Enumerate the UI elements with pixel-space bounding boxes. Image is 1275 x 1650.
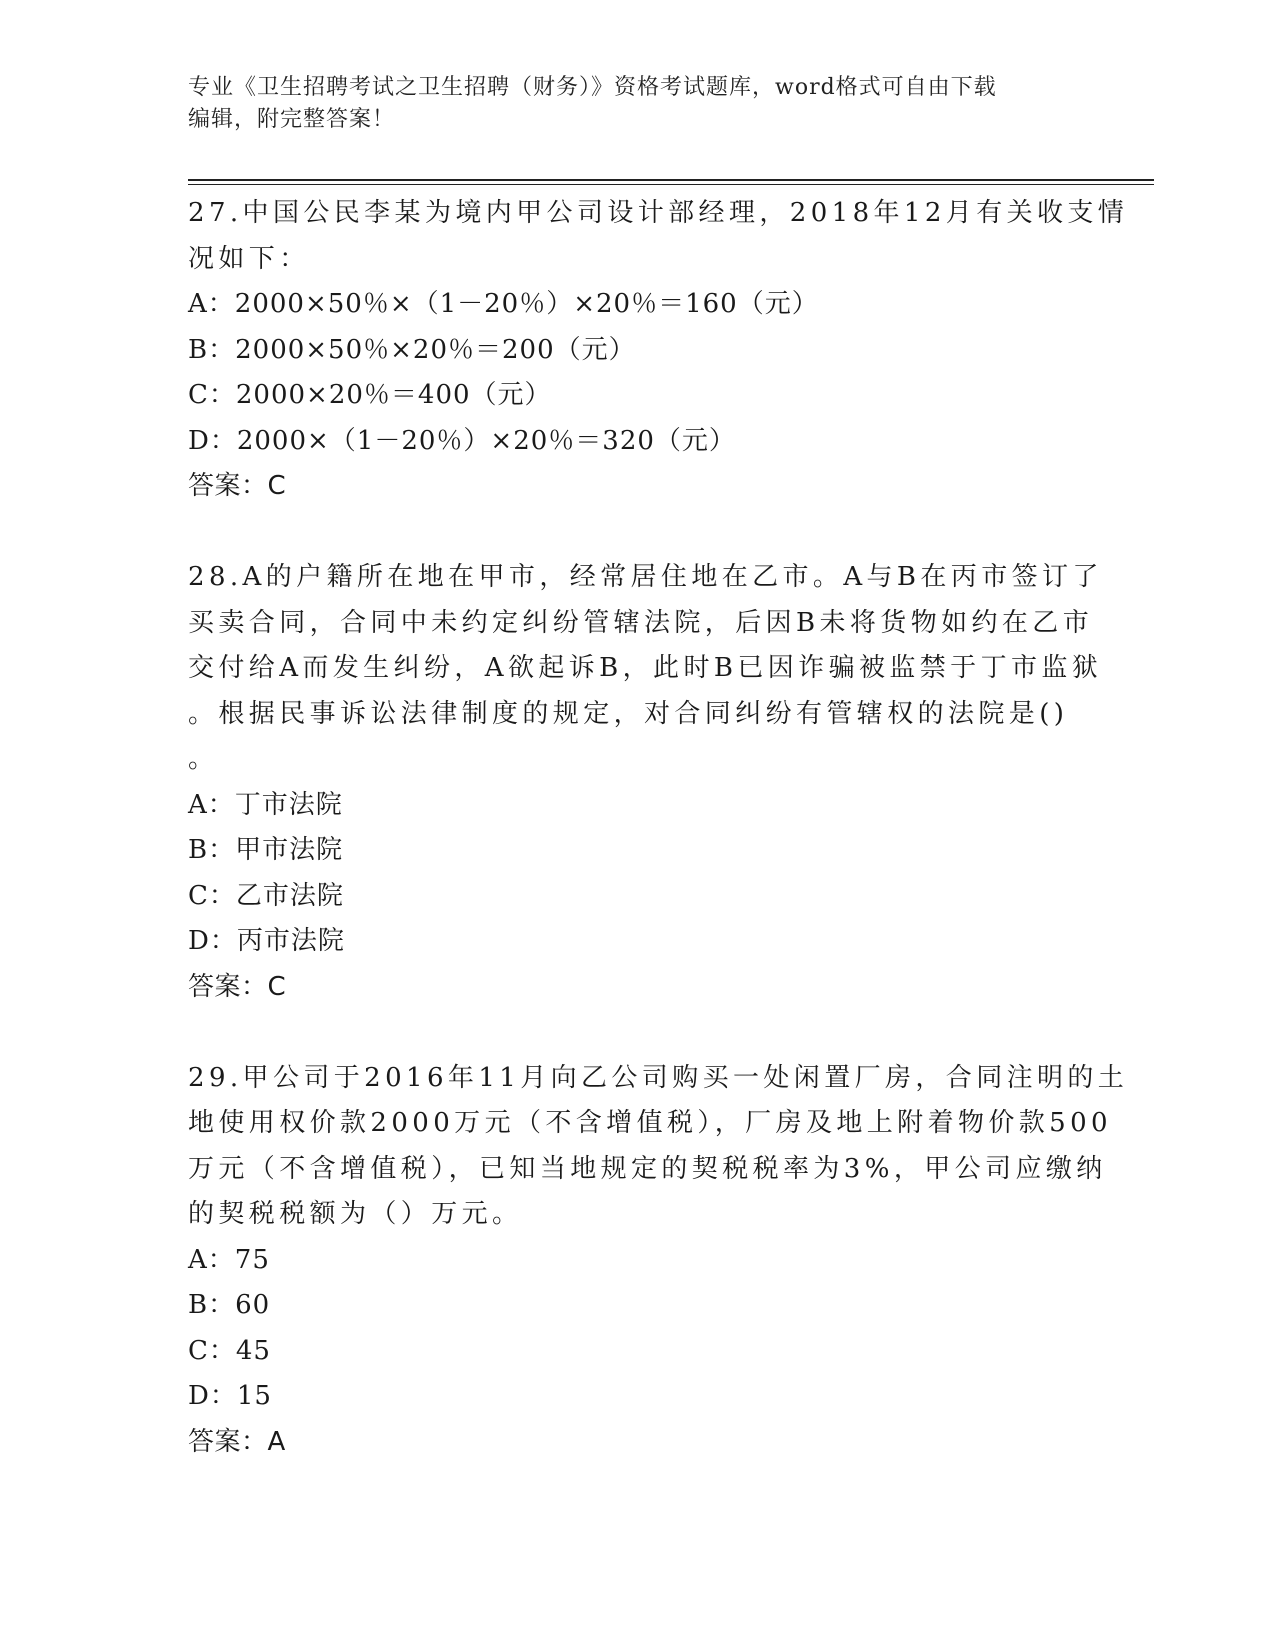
question-stem-line: 交付给A而发生纠纷，A欲起诉B，此时B已因诈骗被监禁于丁市监狱 [188, 653, 1103, 683]
option-b: B：甲市法院 [188, 835, 344, 865]
answer-label: 答案：A [188, 1426, 286, 1457]
option-d: D：丙市法院 [188, 926, 345, 956]
question-27 [188, 191, 1129, 510]
option-a: A：2000×50％×（1－20％）×20％＝160（元） [188, 289, 819, 319]
question-28 [188, 555, 1103, 1010]
option-b: B：2000×50％×20％＝200（元） [188, 334, 636, 365]
question-stem-line: 买卖合同，合同中未约定纠纷管辖法院，后因B未将货物如约在乙市 [188, 607, 1094, 638]
question-stem-line: 。根据民事诉讼法律制度的规定，对合同纠纷有管辖权的法院是() [188, 698, 1069, 729]
question-stem-line: 28.A的户籍所在地在甲市，经常居住地在乙市。A与B在丙市签订了 [188, 562, 1103, 592]
option-c: C：45 [188, 1335, 271, 1366]
document-header [188, 72, 1068, 136]
option-c: C：2000×20％＝400（元） [188, 380, 552, 410]
question-stem-line: 况如下： [188, 243, 310, 274]
option-b: B：60 [188, 1290, 271, 1320]
header-divider-thin [188, 184, 1154, 185]
answer-label: 答案：C [188, 971, 287, 1002]
question-spacer [188, 510, 1088, 556]
question-stem-line: 27.中国公民李某为境内甲公司设计部经理，2018年12月有关收支情 [188, 198, 1129, 228]
answer-label: 答案：C [188, 471, 287, 501]
question-stem-line: 的契税税额为（）万元。 [188, 1199, 523, 1229]
question-stem-line: 地使用权价款2000万元（不含增值税），厂房及地上附着物价款500 [188, 1108, 1112, 1138]
header-line-2: 编辑，附完整答案！ [188, 107, 396, 132]
option-a: A：75 [188, 1244, 270, 1275]
question-stem-line: 万元（不含增值税），已知当地规定的契税税率为3%，甲公司应缴纳 [188, 1153, 1107, 1184]
option-d: D：2000×（1－20％）×20％＝320（元） [188, 425, 736, 456]
question-stem-line: 29.甲公司于2016年11月向乙公司购买一处闲置厂房，合同注明的土 [188, 1062, 1129, 1093]
header-line-1: 专业《卫生招聘考试之卫生招聘（财务）》资格考试题库，word格式可自由下载 [188, 75, 997, 100]
option-d: D：15 [188, 1381, 272, 1411]
option-a: A：丁市法院 [188, 789, 343, 820]
question-29 [188, 1056, 1129, 1466]
question-list [188, 191, 1129, 1465]
option-c: C：乙市法院 [188, 880, 344, 911]
question-stem-line: 。 [188, 744, 219, 774]
question-spacer [188, 1010, 1088, 1056]
header-divider-thick [188, 179, 1154, 181]
